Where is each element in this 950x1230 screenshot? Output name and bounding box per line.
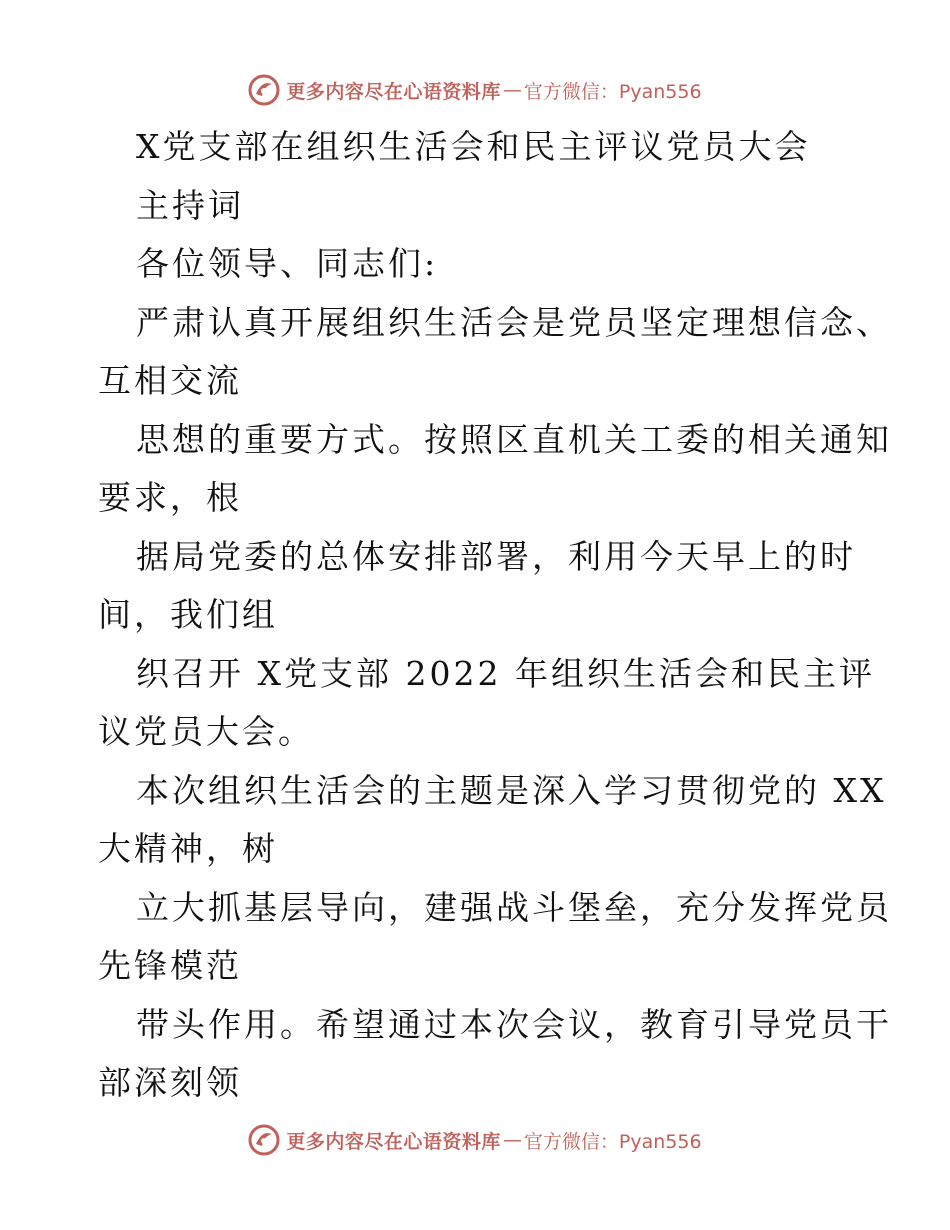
document-line: 思想的重要方式。按照区直机关工委的相关通知	[136, 419, 892, 459]
header-watermark	[0, 70, 950, 110]
watermark-wechat-text: 官方微信：Pyan556	[523, 80, 702, 103]
document-line: 大精神，树	[98, 829, 278, 868]
document-line: 严肃认真开展组织生活会是党员坚定理想信念、	[136, 302, 892, 342]
document-line: 本次组织生活会的主题是深入学习贯彻党的 XX	[136, 770, 887, 810]
footer-watermark	[0, 1120, 950, 1160]
document-line: 间，我们组	[98, 595, 278, 634]
watermark-site-text: 更多内容尽在心语资料库	[286, 80, 501, 103]
red-swirl-logo-icon	[248, 74, 280, 106]
watermark-separator: —	[502, 79, 522, 101]
document-line: 要求，根	[98, 478, 242, 517]
document-line: 主持词	[136, 185, 244, 225]
watermark-wechat-text: 官方微信：Pyan556	[523, 1130, 702, 1153]
document-line: 织召开 X党支部 2022 年组织生活会和民主评	[136, 653, 875, 693]
document-line: X党支部在组织生活会和民主评议党员大会	[136, 127, 811, 166]
document-line: 部深刻领	[98, 1063, 242, 1102]
watermark-separator: —	[502, 1129, 522, 1151]
document-line: 先锋模范	[98, 946, 242, 985]
document-line: 据局党委的总体安排部署，利用今天早上的时	[136, 536, 856, 576]
document-line: 立大抓基层导向，建强战斗堡垒，充分发挥党员	[136, 887, 892, 927]
document-body	[0, 118, 950, 1113]
document-line: 议党员大会。	[98, 712, 314, 751]
red-swirl-logo-icon	[248, 1124, 280, 1156]
document-line: 各位领导、同志们:	[136, 244, 439, 283]
document-line: 互相交流	[98, 361, 242, 400]
document-line: 带头作用。希望通过本次会议，教育引导党员干	[136, 1004, 892, 1044]
watermark-site-text: 更多内容尽在心语资料库	[286, 1130, 501, 1153]
